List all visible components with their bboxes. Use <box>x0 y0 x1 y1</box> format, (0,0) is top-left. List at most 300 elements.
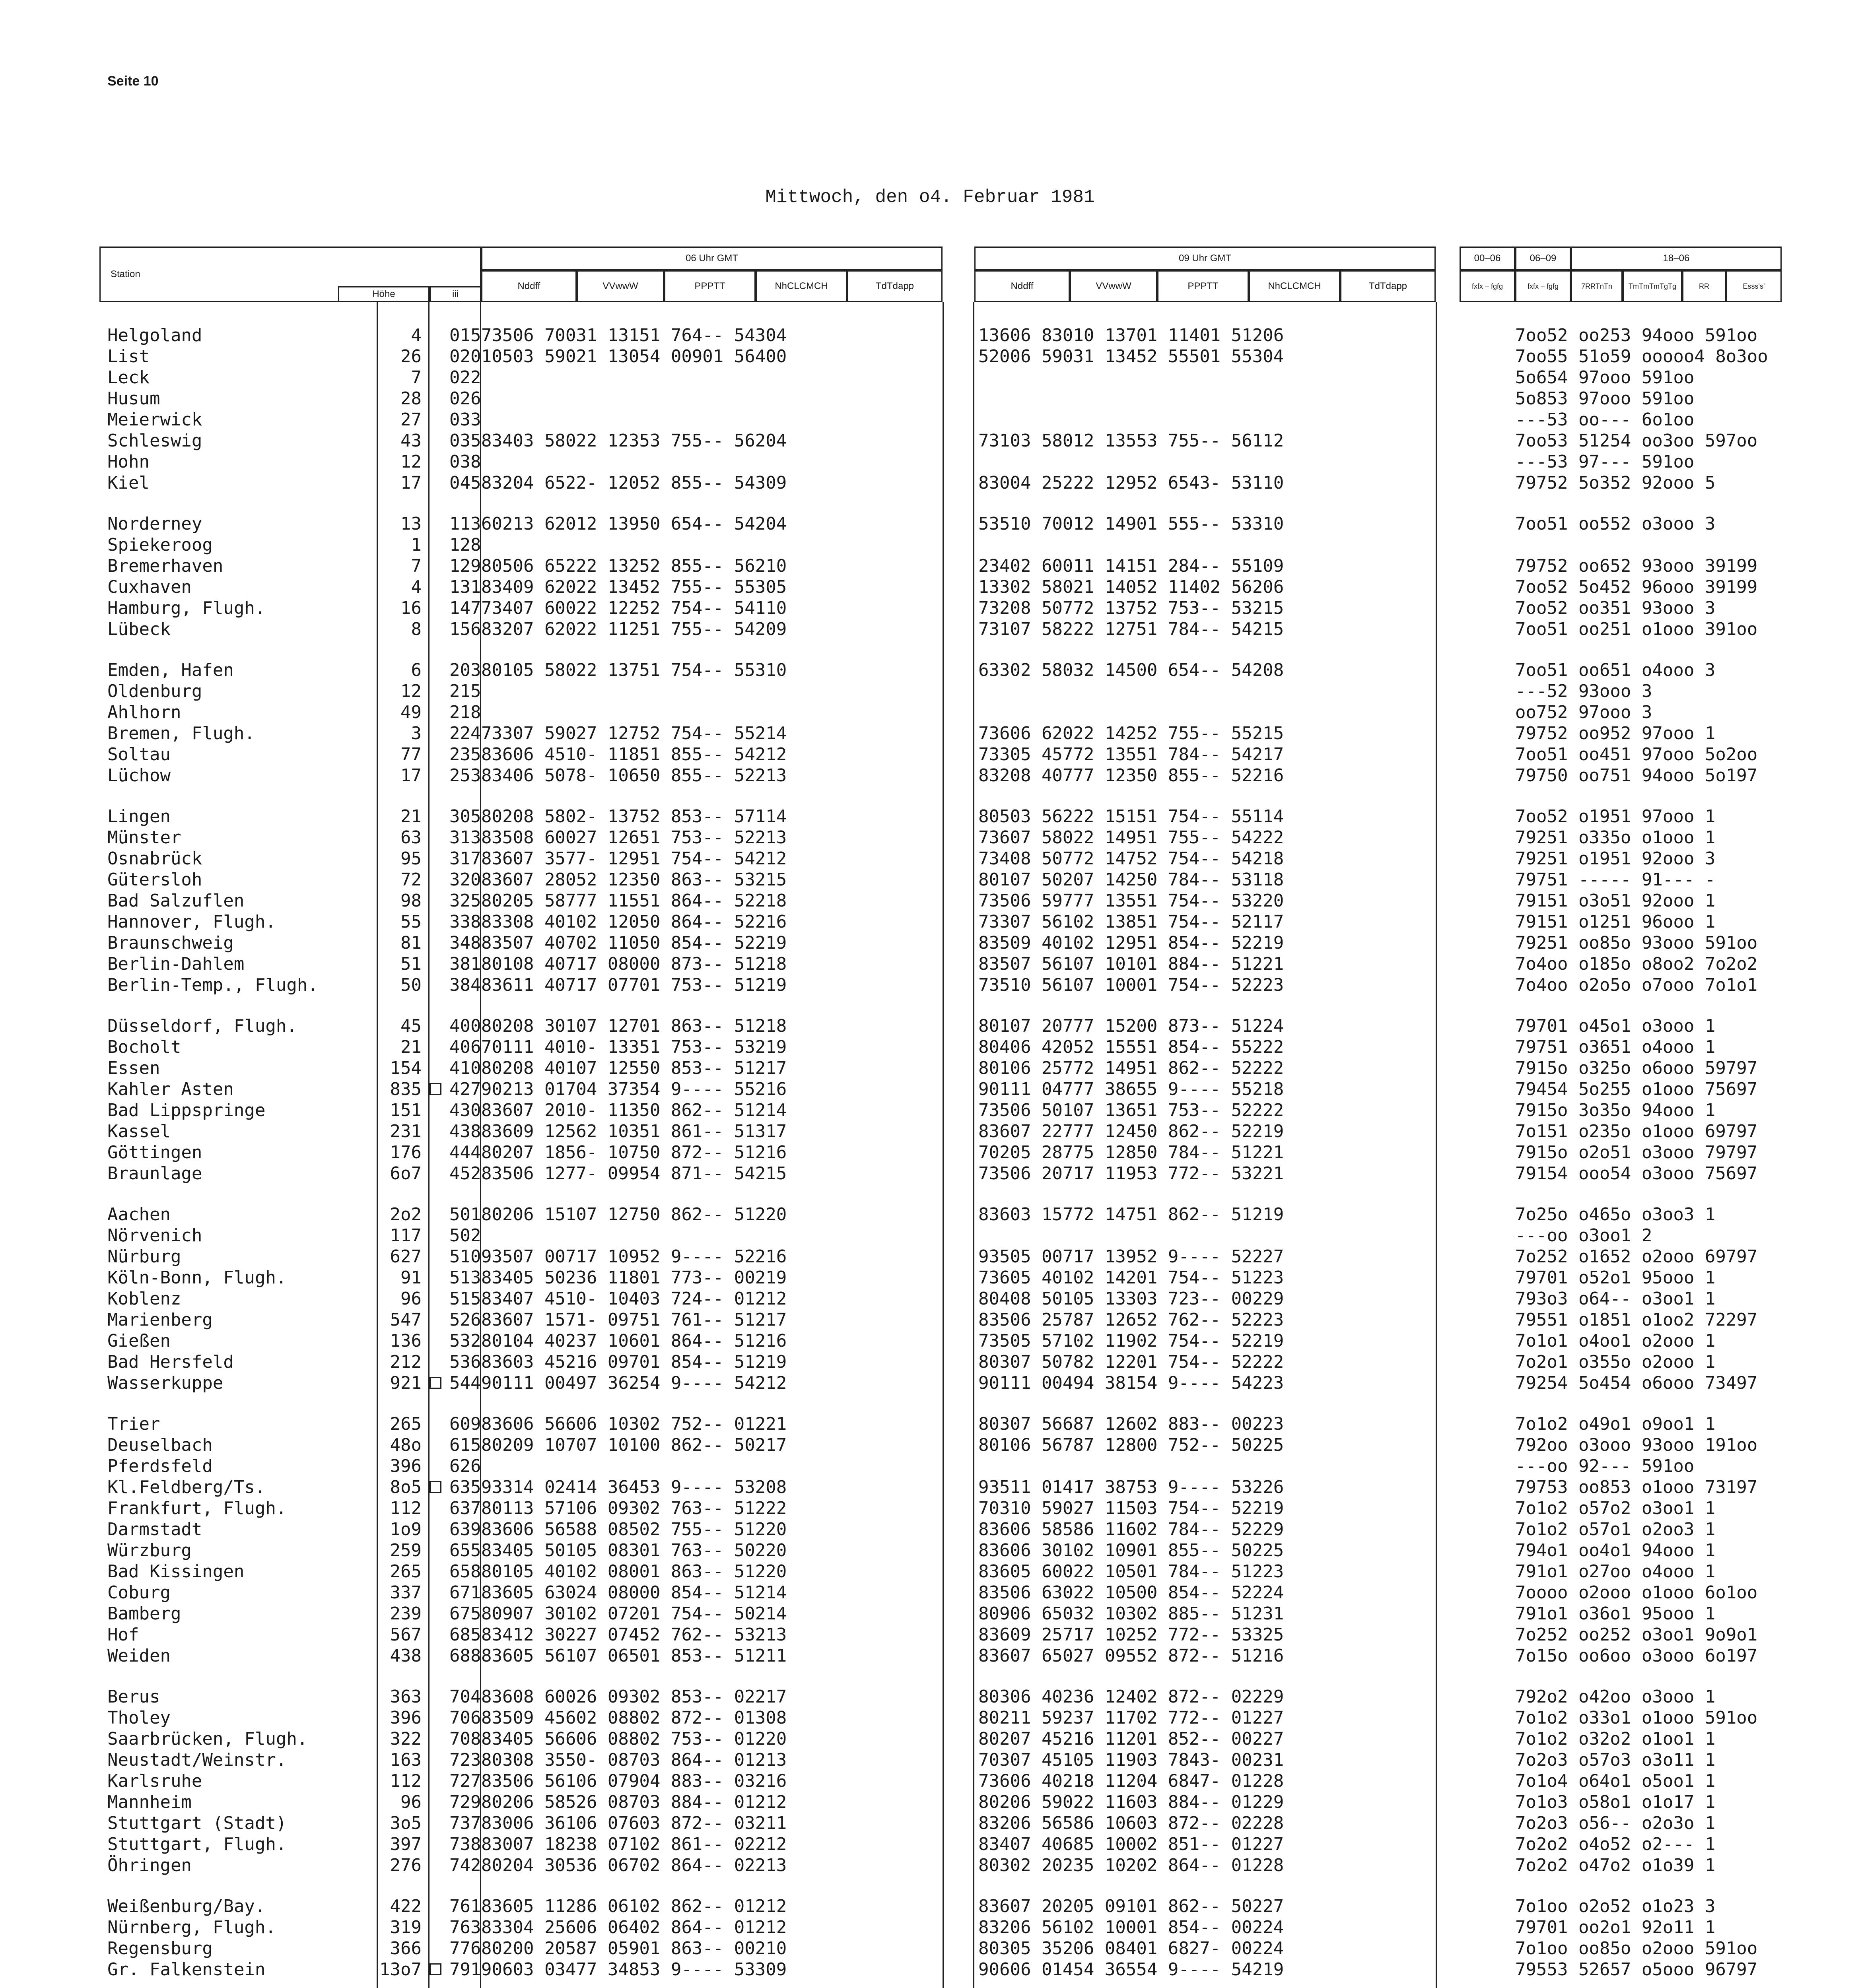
table-row <box>99 514 1790 534</box>
obs-extra: 7oooo o2ooo o1ooo 6o1oo <box>1515 1582 1758 1603</box>
station-id: 131 <box>449 577 481 597</box>
obs-06: 83308 40102 12050 864-- 52216 <box>481 912 787 932</box>
obs-extra: 79751 ----- 91--- - <box>1515 870 1716 890</box>
obs-06: 80104 40237 10601 864-- 51216 <box>481 1331 787 1351</box>
obs-09: 83509 40102 12951 854-- 52219 <box>978 933 1284 953</box>
c09-label: Nddff <box>1011 281 1034 291</box>
table-row <box>99 1478 1790 1497</box>
obs-extra: 7oo53 51254 oo3oo 597oo <box>1515 431 1758 451</box>
obs-06: 83607 1571- 09751 761-- 51217 <box>481 1310 787 1330</box>
table-row <box>99 1415 1790 1434</box>
obs-09: 70205 28775 12850 784-- 51221 <box>978 1142 1284 1163</box>
table-row <box>99 599 1790 618</box>
obs-06: 73407 60022 12252 754-- 54110 <box>481 598 787 618</box>
station-name: Göttingen <box>107 1142 202 1163</box>
hoehe-header <box>338 286 430 302</box>
table-row <box>99 1226 1790 1245</box>
obs-extra: 79154 ooo54 o3ooo 75697 <box>1515 1163 1758 1184</box>
station-id: 147 <box>449 598 481 618</box>
station-name: Lüchow <box>107 765 171 786</box>
station-height: 50 <box>400 975 422 995</box>
obs-09: 83208 40777 12350 855-- 52216 <box>978 765 1284 786</box>
obs-06: 80206 58526 08703 884-- 01212 <box>481 1792 787 1812</box>
station-id: 348 <box>449 933 481 953</box>
obs-06: 83403 58022 12353 755-- 56204 <box>481 431 787 451</box>
s6-label: Esss's' <box>1743 282 1765 290</box>
table-row <box>99 1143 1790 1162</box>
obs-09: 80107 20777 15200 873-- 51224 <box>978 1016 1284 1036</box>
table-row <box>99 1646 1790 1666</box>
obs-06: 83603 45216 09701 854-- 51219 <box>481 1352 787 1372</box>
obs-09: 83607 22777 12450 862-- 52219 <box>978 1121 1284 1142</box>
obs-06: 80204 30536 06702 864-- 02213 <box>481 1855 787 1875</box>
table-row <box>99 389 1790 408</box>
table-row <box>99 955 1790 974</box>
station-name: Schleswig <box>107 431 202 451</box>
table-row <box>99 828 1790 847</box>
station-height: 96 <box>400 1289 422 1309</box>
station-name: Helgoland <box>107 325 202 346</box>
obs-extra: 7915o o325o o6ooo 59797 <box>1515 1058 1758 1078</box>
station-height: 96 <box>400 1792 422 1812</box>
obs-06: 80105 58022 13751 754-- 55310 <box>481 660 787 680</box>
station-name: Köln-Bonn, Flugh. <box>107 1268 287 1288</box>
period-00-06 <box>1460 247 1515 270</box>
station-name: Karlsruhe <box>107 1771 202 1791</box>
table-row <box>99 368 1790 387</box>
obs-extra: 7o1o1 o4oo1 o2ooo 1 <box>1515 1331 1716 1351</box>
p2-label: 06–09 <box>1530 253 1557 264</box>
s3-label: 7RRTnTn <box>1581 282 1612 290</box>
mountain-station-icon <box>430 1377 441 1389</box>
station-name: Norderney <box>107 514 202 534</box>
station-name: Saarbrücken, Flugh. <box>107 1729 308 1749</box>
obs-extra: 7oo52 o1951 97ooo 1 <box>1515 806 1716 827</box>
table-row <box>99 620 1790 639</box>
group-06-header <box>481 247 943 270</box>
obs-extra: 7o252 o1652 o2ooo 69797 <box>1515 1246 1758 1267</box>
obs-09: 73107 58222 12751 784-- 54215 <box>978 619 1284 639</box>
c06-label: NhCLCMCH <box>775 281 828 291</box>
obs-06: 83605 63024 08000 854-- 51214 <box>481 1582 787 1603</box>
obs-06: 83406 5078- 10650 855-- 52213 <box>481 765 787 786</box>
station-id: 544 <box>449 1373 481 1393</box>
station-id: 536 <box>449 1352 481 1372</box>
period-06-09 <box>1515 247 1571 270</box>
obs-extra: 7o1o2 o33o1 o1ooo 591oo <box>1515 1708 1758 1728</box>
station-name: List <box>107 346 150 367</box>
obs-09: 73307 56102 13851 754-- 52117 <box>978 912 1284 932</box>
station-height: 259 <box>390 1540 422 1561</box>
obs-06: 83607 28052 12350 863-- 53215 <box>481 870 787 890</box>
obs-extra: 7915o o2o51 o3ooo 79797 <box>1515 1142 1758 1163</box>
g09-label: 09 Uhr GMT <box>1178 253 1232 264</box>
table-row <box>99 1017 1790 1036</box>
station-id: 406 <box>449 1037 481 1057</box>
station-name: Bad Hersfeld <box>107 1352 234 1372</box>
c09-label: NhCLCMCH <box>1268 281 1321 291</box>
table-row <box>99 474 1790 493</box>
station-id: 203 <box>449 660 481 680</box>
obs-09: 13606 83010 13701 11401 51206 <box>978 325 1284 346</box>
obs-06: 80105 40102 08001 863-- 51220 <box>481 1561 787 1582</box>
station-id: 410 <box>449 1058 481 1078</box>
obs-extra: 79151 o1251 96ooo 1 <box>1515 912 1716 932</box>
obs-extra: 7o2o2 o4o52 o2--- 1 <box>1515 1834 1716 1854</box>
period-18-06 <box>1571 247 1782 270</box>
table-row <box>99 912 1790 932</box>
station-id: 685 <box>449 1625 481 1645</box>
obs-extra: 79251 o1951 92ooo 3 <box>1515 848 1716 869</box>
table-row <box>99 1059 1790 1078</box>
obs-extra: 7o2o3 o57o3 o3o11 1 <box>1515 1750 1716 1770</box>
obs-06: 83407 4510- 10403 724-- 01212 <box>481 1289 787 1309</box>
obs-extra: 79251 oo85o 93ooo 591oo <box>1515 933 1758 953</box>
obs-09: 80906 65032 10302 885-- 51231 <box>978 1604 1284 1624</box>
station-height: 322 <box>390 1729 422 1749</box>
obs-extra: 5o654 97ooo 591oo <box>1515 367 1695 388</box>
station-height: 48o <box>390 1435 422 1455</box>
obs-extra: 7o1o2 o57o1 o2oo3 1 <box>1515 1519 1716 1540</box>
station-height: 21 <box>400 806 422 827</box>
table-row <box>99 976 1790 995</box>
s4-label: TmTmTmTgTg <box>1629 282 1676 290</box>
station-height: 112 <box>390 1498 422 1518</box>
station-name: Marienberg <box>107 1310 213 1330</box>
obs-06: 90111 00497 36254 9---- 54212 <box>481 1373 787 1393</box>
station-name: Nürburg <box>107 1246 181 1267</box>
obs-extra: 7oo51 oo651 o4ooo 3 <box>1515 660 1716 680</box>
station-name: Deuselbach <box>107 1435 213 1455</box>
table-row <box>99 1457 1790 1476</box>
table-row <box>99 1730 1790 1749</box>
station-name: Gütersloh <box>107 870 202 890</box>
page-number: Seite 10 <box>107 74 159 89</box>
station-height: 117 <box>390 1225 422 1246</box>
obs-09: 70310 59027 11503 754-- 52219 <box>978 1498 1284 1518</box>
station-name: Cuxhaven <box>107 577 192 597</box>
table-row <box>99 1247 1790 1266</box>
c06-label: VVwwW <box>603 281 638 291</box>
obs-extra: 79753 oo853 o1ooo 73197 <box>1515 1477 1758 1497</box>
obs-06: 83207 62022 11251 755-- 54209 <box>481 619 787 639</box>
obs-09: 73208 50772 13752 753-- 53215 <box>978 598 1284 618</box>
s1-label: fxfx – fgfg <box>1471 282 1503 290</box>
obs-09: 80107 50207 14250 784-- 53118 <box>978 870 1284 890</box>
station-id: 655 <box>449 1540 481 1561</box>
obs-extra: ---53 oo--- 6o1oo <box>1515 410 1695 430</box>
table-row <box>99 1918 1790 1937</box>
obs-09: 73305 45772 13551 784-- 54217 <box>978 744 1284 765</box>
station-id: 253 <box>449 765 481 786</box>
table-row <box>99 347 1790 366</box>
station-height: 154 <box>390 1058 422 1078</box>
station-id: 723 <box>449 1750 481 1770</box>
obs-09: 80106 56787 12800 752-- 50225 <box>978 1435 1284 1455</box>
station-id: 235 <box>449 744 481 765</box>
station-id: 113 <box>449 514 481 534</box>
obs-09: 83607 65027 09552 872-- 51216 <box>978 1646 1284 1666</box>
obs-06: 80208 5802- 13752 853-- 57114 <box>481 806 787 827</box>
obs-09: 83407 40685 10002 851-- 01227 <box>978 1834 1284 1854</box>
table-row <box>99 1353 1790 1372</box>
station-id: 384 <box>449 975 481 995</box>
table-row <box>99 1038 1790 1057</box>
c06-h1 <box>481 270 577 302</box>
obs-extra: 7o2o3 o56-- o2o3o 1 <box>1515 1813 1716 1833</box>
table-row <box>99 431 1790 450</box>
obs-09: 73506 59777 13551 754-- 53220 <box>978 891 1284 911</box>
station-id: 737 <box>449 1813 481 1833</box>
station-height: 91 <box>400 1268 422 1288</box>
obs-09: 73506 50107 13651 753-- 52222 <box>978 1100 1284 1120</box>
station-height: 17 <box>400 765 422 786</box>
station-name: Essen <box>107 1058 160 1078</box>
obs-06: 83611 40717 07701 753-- 51219 <box>481 975 787 995</box>
station-name: Coburg <box>107 1582 171 1603</box>
station-name: Bremerhaven <box>107 556 224 576</box>
obs-extra: ---oo o3oo1 2 <box>1515 1225 1652 1246</box>
station-height: 276 <box>390 1855 422 1875</box>
station-height: 8o5 <box>390 1477 422 1497</box>
obs-09: 53510 70012 14901 555-- 53310 <box>978 514 1284 534</box>
station-height: 112 <box>390 1771 422 1791</box>
c09-h3 <box>1157 270 1249 302</box>
station-height: 366 <box>390 1938 422 1959</box>
station-id: 742 <box>449 1855 481 1875</box>
c09-h5 <box>1340 270 1436 302</box>
obs-09: 80406 42052 15551 854-- 55222 <box>978 1037 1284 1057</box>
obs-extra: 791o1 o27oo o4ooo 1 <box>1515 1561 1716 1582</box>
c09-h4 <box>1249 270 1340 302</box>
station-id: 727 <box>449 1771 481 1791</box>
obs-06: 80308 3550- 08703 864-- 01213 <box>481 1750 787 1770</box>
obs-extra: 791o1 o36o1 95ooo 1 <box>1515 1604 1716 1624</box>
c06-h4 <box>756 270 847 302</box>
station-height: 7 <box>411 367 422 388</box>
station-id: 033 <box>449 410 481 430</box>
station-height: 17 <box>400 473 422 493</box>
obs-09: 83609 25717 10252 772-- 53325 <box>978 1625 1284 1645</box>
mountain-station-icon <box>430 1083 441 1095</box>
station-name: Berlin-Temp., Flugh. <box>107 975 318 995</box>
station-name: Weiden <box>107 1646 171 1666</box>
obs-09: 83605 60022 10501 784-- 51223 <box>978 1561 1284 1582</box>
obs-extra: 7oo51 oo251 o1ooo 391oo <box>1515 619 1758 639</box>
station-id: 128 <box>449 535 481 555</box>
station-name: Pferdsfeld <box>107 1456 213 1476</box>
station-height: 26 <box>400 346 422 367</box>
page-date: Mittwoch, den o4. Februar 1981 <box>765 187 1095 208</box>
station-height: 1o9 <box>390 1519 422 1540</box>
station-height: 98 <box>400 891 422 911</box>
table-row <box>99 452 1790 472</box>
station-id: 635 <box>449 1477 481 1497</box>
obs-09: 83603 15772 14751 862-- 51219 <box>978 1204 1284 1225</box>
station-id: 501 <box>449 1204 481 1225</box>
station-name: Gr. Falkenstein <box>107 1959 266 1980</box>
table-row <box>99 1897 1790 1916</box>
obs-09: 73103 58012 13553 755-- 56112 <box>978 431 1284 451</box>
obs-extra: 7oo52 oo351 93ooo 3 <box>1515 598 1716 618</box>
sub-h1 <box>1460 270 1515 302</box>
obs-extra: 794o1 oo4o1 94ooo 1 <box>1515 1540 1716 1561</box>
obs-06: 83606 4510- 11851 855-- 54212 <box>481 744 787 765</box>
table-row <box>99 1499 1790 1518</box>
station-id: 156 <box>449 619 481 639</box>
station-name: Bocholt <box>107 1037 181 1057</box>
obs-extra: 7oo51 oo552 o3ooo 3 <box>1515 514 1716 534</box>
obs-09: 80307 56687 12602 883-- 00223 <box>978 1414 1284 1434</box>
station-name: Frankfurt, Flugh. <box>107 1498 287 1518</box>
station-id: 020 <box>449 346 481 367</box>
obs-06: 83405 50236 11801 773-- 00219 <box>481 1268 787 1288</box>
table-row <box>99 1856 1790 1875</box>
station-name: Mannheim <box>107 1792 192 1812</box>
obs-09: 90606 01454 36554 9---- 54219 <box>978 1959 1284 1980</box>
obs-extra: 7oo51 oo451 97ooo 5o2oo <box>1515 744 1758 765</box>
obs-09: 80307 50782 12201 754-- 52222 <box>978 1352 1284 1372</box>
sub-h5 <box>1682 270 1726 302</box>
table-row <box>99 1687 1790 1706</box>
station-id: 526 <box>449 1310 481 1330</box>
obs-extra: 7o2o2 o47o2 o1o39 1 <box>1515 1855 1716 1875</box>
obs-extra: 7oo52 5o452 96ooo 39199 <box>1515 577 1758 597</box>
station-name: Leck <box>107 367 150 388</box>
obs-09: 83606 58586 11602 784-- 52229 <box>978 1519 1284 1540</box>
station-id: 313 <box>449 827 481 848</box>
station-id: 688 <box>449 1646 481 1666</box>
ii-header <box>430 286 481 302</box>
ii-label: iii <box>452 289 459 299</box>
obs-extra: 7o1oo oo85o o2ooo 591oo <box>1515 1938 1758 1959</box>
station-id: 761 <box>449 1896 481 1916</box>
station-id: 129 <box>449 556 481 576</box>
table-row <box>99 1520 1790 1539</box>
obs-extra: ---52 93ooo 3 <box>1515 681 1652 701</box>
c09-label: PPPTT <box>1188 281 1219 291</box>
station-id: 438 <box>449 1121 481 1142</box>
obs-09: 80503 56222 15151 754-- 55114 <box>978 806 1284 827</box>
station-id: 038 <box>449 452 481 472</box>
obs-06: 83509 45602 08802 872-- 01308 <box>481 1708 787 1728</box>
obs-09: 83507 56107 10101 884-- 51221 <box>978 954 1284 974</box>
station-height: 8 <box>411 619 422 639</box>
obs-09: 80302 20235 10202 864-- 01228 <box>978 1855 1284 1875</box>
obs-09: 73408 50772 14752 754-- 54218 <box>978 848 1284 869</box>
obs-extra: 7o252 oo252 o3oo1 9o9o1 <box>1515 1625 1758 1645</box>
station-id: 218 <box>449 702 481 722</box>
station-height: 6o7 <box>390 1163 422 1184</box>
station-name: Koblenz <box>107 1289 181 1309</box>
obs-06: 83608 60026 09302 853-- 02217 <box>481 1687 787 1707</box>
station-id: 325 <box>449 891 481 911</box>
station-height: 81 <box>400 933 422 953</box>
obs-06: 80207 1856- 10750 872-- 51216 <box>481 1142 787 1163</box>
table-row <box>99 1289 1790 1309</box>
table-row <box>99 1772 1790 1791</box>
group-09-header <box>974 247 1436 270</box>
obs-extra: 793o3 o64-- o3oo1 1 <box>1515 1289 1716 1309</box>
table-row <box>99 1814 1790 1833</box>
c06-label: Nddff <box>517 281 540 291</box>
obs-06: 83409 62022 13452 755-- 55305 <box>481 577 787 597</box>
station-height: 12 <box>400 452 422 472</box>
table-row <box>99 766 1790 785</box>
table-row <box>99 1625 1790 1644</box>
obs-09: 73607 58022 14951 755-- 54222 <box>978 827 1284 848</box>
sub-h4 <box>1623 270 1682 302</box>
station-name: Bremen, Flugh. <box>107 723 255 744</box>
obs-extra: 79752 5o352 92ooo 5 <box>1515 473 1716 493</box>
station-id: 430 <box>449 1100 481 1120</box>
table-row <box>99 578 1790 597</box>
station-height: 422 <box>390 1896 422 1916</box>
obs-extra: ---53 97--- 591oo <box>1515 452 1695 472</box>
station-name: Regensburg <box>107 1938 213 1959</box>
station-height: 4 <box>411 325 422 346</box>
station-height: 49 <box>400 702 422 722</box>
station-height: 55 <box>400 912 422 932</box>
station-height: 1 <box>411 535 422 555</box>
station-name: Soltau <box>107 744 171 765</box>
station-id: 444 <box>449 1142 481 1163</box>
mountain-station-icon <box>430 1963 441 1975</box>
obs-extra: 7o15o oo6oo o3ooo 6o197 <box>1515 1646 1758 1666</box>
obs-09: 73505 57102 11902 754-- 52219 <box>978 1331 1284 1351</box>
station-id: 658 <box>449 1561 481 1582</box>
station-height: 13o7 <box>379 1959 422 1980</box>
table-row <box>99 1541 1790 1560</box>
station-height: 231 <box>390 1121 422 1142</box>
obs-06: 83606 56588 08502 755-- 51220 <box>481 1519 787 1540</box>
obs-06: 83508 60027 12651 753-- 52213 <box>481 827 787 848</box>
obs-09: 80211 59237 11702 772-- 01227 <box>978 1708 1284 1728</box>
station-name: Stuttgart (Stadt) <box>107 1813 287 1833</box>
table-row <box>99 536 1790 555</box>
station-name: Spiekeroog <box>107 535 213 555</box>
table-row <box>99 1835 1790 1854</box>
station-height: 51 <box>400 954 422 974</box>
obs-06: 83412 30227 07452 762-- 53213 <box>481 1625 787 1645</box>
obs-extra: 7o25o o465o o3oo3 1 <box>1515 1204 1716 1225</box>
table-row <box>99 1332 1790 1351</box>
station-name: Würzburg <box>107 1540 192 1561</box>
station-name: Bamberg <box>107 1604 181 1624</box>
station-name: Kiel <box>107 473 150 493</box>
station-height: 319 <box>390 1917 422 1938</box>
station-name: Emden, Hafen <box>107 660 234 680</box>
table-row <box>99 1960 1790 1979</box>
obs-09: 80207 45216 11201 852-- 00227 <box>978 1729 1284 1749</box>
obs-06: 83405 50105 08301 763-- 50220 <box>481 1540 787 1561</box>
station-height: 7 <box>411 556 422 576</box>
station-name: Neustadt/Weinstr. <box>107 1750 287 1770</box>
station-name: Düsseldorf, Flugh. <box>107 1016 297 1036</box>
obs-06: 10503 59021 13054 00901 56400 <box>481 346 787 367</box>
table-row <box>99 1562 1790 1581</box>
station-id: 400 <box>449 1016 481 1036</box>
station-height: 28 <box>400 388 422 409</box>
station-id: 637 <box>449 1498 481 1518</box>
g06-label: 06 Uhr GMT <box>685 253 739 264</box>
table-row <box>99 1793 1790 1812</box>
obs-extra: 79752 oo952 97ooo 1 <box>1515 723 1716 744</box>
station-height: 13 <box>400 514 422 534</box>
station-name: Kassel <box>107 1121 171 1142</box>
obs-09: 90111 00494 38154 9---- 54223 <box>978 1373 1284 1393</box>
station-name: Wasserkuppe <box>107 1373 224 1393</box>
